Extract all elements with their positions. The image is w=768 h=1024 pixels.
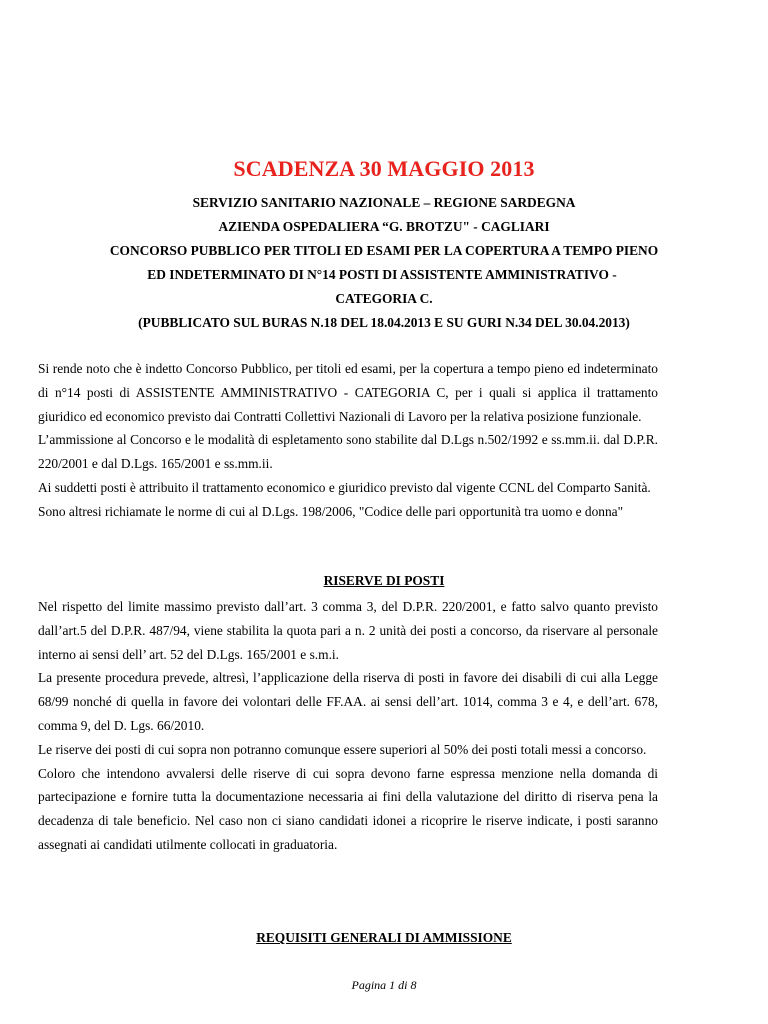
reserves-section — [38, 595, 658, 857]
intro-paragraph: Sono altresi richiamate le norme di cui al D.Lgs. 198/2006, "Codice delle pari opportunità tra uomo e donna" — [38, 503, 624, 519]
header-line-3: CONCORSO PUBBLICO PER TITOLI ED ESAMI PER LA COPERTURA A TEMPO PIENO — [109, 243, 659, 258]
section-title-requirements: REQUISITI GENERALI DI AMMISSIONE — [256, 930, 512, 945]
deadline-title: SCADENZA 30 MAGGIO 2013 — [233, 156, 535, 181]
reserves-paragraph: Nel rispetto del limite massimo previsto dall’art. 3 comma 3, del D.P.R. 220/2001, e fatto salvo quanto previsto dall’art.5 del D.P.R. 487/94, viene stabilita la quota pari a n. 2 unità dei posti a concorso, da riservare al personale interno ai sensi dell’ art. 52 del D.Lgs. 165/2001 e s.m.i. — [38, 599, 658, 662]
page-number: Pagina 1 di 8 — [351, 978, 417, 992]
intro-paragraph: L’ammissione al Concorso e le modalità di espletamento sono stabilite dal D.Lgs n.502/1992 e ss.mm.ii. dal D.P.R. 220/2001 e dal D.Lgs. 165/2001 e ss.mm.ii. — [38, 432, 658, 472]
header-line-4: ED INDETERMINATO DI N°14 POSTI DI ASSISTENTE AMMINISTRATIVO - — [147, 267, 617, 282]
section-title-reserves: RISERVE DI POSTI — [323, 573, 445, 588]
reserves-paragraph: La presente procedura prevede, altresì, l’applicazione della riserva di posti in favore dei disabili di cui alla Legge 68/99 nonché di quella in favore dei volontari delle FF.AA. ai sensi dell’art. 1014, comma 3 e 4, e dell’art. 678, comma 9, del D. Lgs. 66/2010. — [38, 670, 658, 733]
reserves-paragraph: Coloro che intendono avvalersi delle riserve di cui sopra devono farne espressa menzione nella domanda di partecipazione e fornire tutta la documentazione necessaria ai fini della valutazione del diritto di riserva pena la decadenza di tale beneficio. Nel caso non ci siano candidati idonei a ricoprire le riserve indicate, i posti saranno assegnati ai candidati utilmente collocati in graduatoria. — [38, 765, 658, 852]
intro-paragraph: Ai suddetti posti è attribuito il trattamento economico e giuridico previsto dal vigente CCNL del Comparto Sanità. — [38, 479, 651, 495]
header-line-5: CATEGORIA C. — [335, 291, 433, 306]
header-line-6: (PUBBLICATO SUL BURAS N.18 DEL 18.04.2013 E SU GURI N.34 DEL 30.04.2013) — [138, 315, 630, 330]
header-line-1: SERVIZIO SANITARIO NAZIONALE – REGIONE SARDEGNA — [192, 195, 576, 210]
intro-paragraph: Si rende noto che è indetto Concorso Pubblico, per titoli ed esami, per la copertura a tempo pieno ed indeterminato di n°14 posti di ASSISTENTE AMMINISTRATIVO - CATEGORIA C, per i quali si applica il trattamento giuridico ed economico previsto dai Contratti Collettivi Nazionali di Lavoro per la relativa posizione funzionale. — [38, 361, 658, 424]
header-line-2: AZIENDA OSPEDALIERA “G. BROTZU" - CAGLIARI — [218, 219, 550, 234]
reserves-paragraph: Le riserve dei posti di cui sopra non potranno comunque essere superiori al 50% dei posti totali messi a concorso. — [38, 741, 647, 757]
intro-section — [38, 357, 658, 524]
